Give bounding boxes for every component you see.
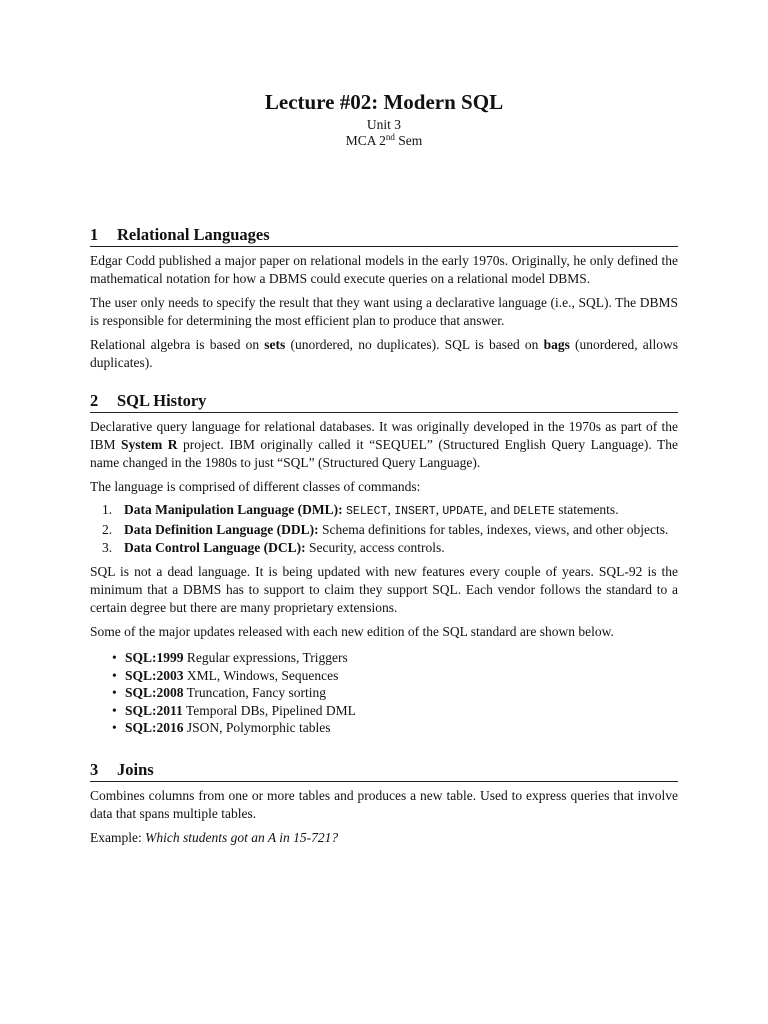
list-item: • SQL:2016 JSON, Polymorphic tables: [112, 720, 331, 735]
section-title: Relational Languages: [117, 225, 270, 244]
example-line: Example: Which students got an A in 15-721?: [90, 830, 339, 845]
list-item: • SQL:2011 Temporal DBs, Pipelined DML: [112, 702, 356, 718]
term-system-r: System R: [121, 437, 178, 452]
list-item: • SQL:2008 Truncation, Fancy sorting: [112, 685, 327, 700]
paragraph: The user only needs to specify the result that they want using a declarative language (i.e., SQL). The DBMS is responsible for determining the most efficient plan to produce that answer.: [90, 295, 678, 328]
section-sql-history: [90, 391, 678, 737]
paragraph: Combines columns from one or more tables and produces a new table. Used to express queries that involve data that spans multiple tables.: [90, 788, 678, 821]
list-item: 2. Data Definition Language (DDL): Schema definitions for tables, indexes, views, and other objects.: [102, 522, 669, 537]
paragraph: The language is comprised of different classes of commands:: [90, 479, 421, 494]
bullet-icon: •: [112, 667, 117, 683]
list-item: 3. Data Control Language (DCL): Security, access controls.: [102, 540, 445, 555]
section-relational-languages: [90, 225, 678, 372]
bullet-icon: •: [112, 720, 117, 735]
document-title: Lecture #02: Modern SQL: [264, 90, 504, 114]
unit-label: Unit 3: [366, 117, 402, 132]
section-heading: [90, 391, 678, 413]
section-joins: [90, 760, 678, 847]
list-item: • SQL:2003 XML, Windows, Sequences: [112, 667, 339, 683]
example-question: Which students got an A in 15-721?: [145, 830, 339, 845]
bullet-icon: •: [112, 702, 117, 718]
section-heading: [90, 225, 678, 247]
paragraph: Relational algebra is based on sets (unordered, no duplicates). SQL is based on bags (unordered, allows duplicates).: [90, 337, 679, 370]
section-number: 2: [90, 391, 99, 410]
section-title: Joins: [117, 760, 154, 779]
term-sets: sets: [264, 337, 286, 352]
paragraph: Edgar Codd published a major paper on relational models in the early 1970s. Originally, he only defined the mathematical notation for how a DBMS could execute queries on a relational model DBMS.: [90, 253, 678, 286]
term-bags: bags: [543, 337, 570, 352]
section-number: 3: [90, 760, 99, 779]
command-classes-list: [90, 501, 678, 557]
bullet-icon: •: [112, 685, 117, 700]
bullet-icon: •: [112, 650, 117, 665]
ordinal-suffix: nd: [385, 132, 395, 142]
section-number: 1: [90, 225, 99, 244]
paragraph: SQL is not a dead language. It is being updated with new features every couple of years. SQL-92 is the minimum that a DBMS has to support to claim they support SQL. Each vendor follows the standard to a certain degree but there are many proprietary extensions.: [90, 564, 678, 615]
list-item: 1. Data Manipulation Language (DML): SELECT, INSERT, UPDATE, and DELETE statements.: [102, 502, 619, 518]
paragraph: Some of the major updates released with each new edition of the SQL standard are shown below.: [90, 624, 614, 639]
section-title: SQL History: [117, 391, 207, 410]
sql-updates-list: [90, 649, 678, 737]
list-item: • SQL:1999 Regular expressions, Triggers: [112, 650, 348, 665]
course-label: MCA 2nd Sem: [345, 132, 423, 148]
section-heading: [90, 760, 678, 782]
paragraph: Declarative query language for relational databases. It was originally developed in the 1970s as part of the IBM System R project. IBM originally called it “SEQUEL” (Structured English Query Language). The name changed in the 1980s to just “SQL” (Structured Query Language).: [90, 419, 678, 470]
